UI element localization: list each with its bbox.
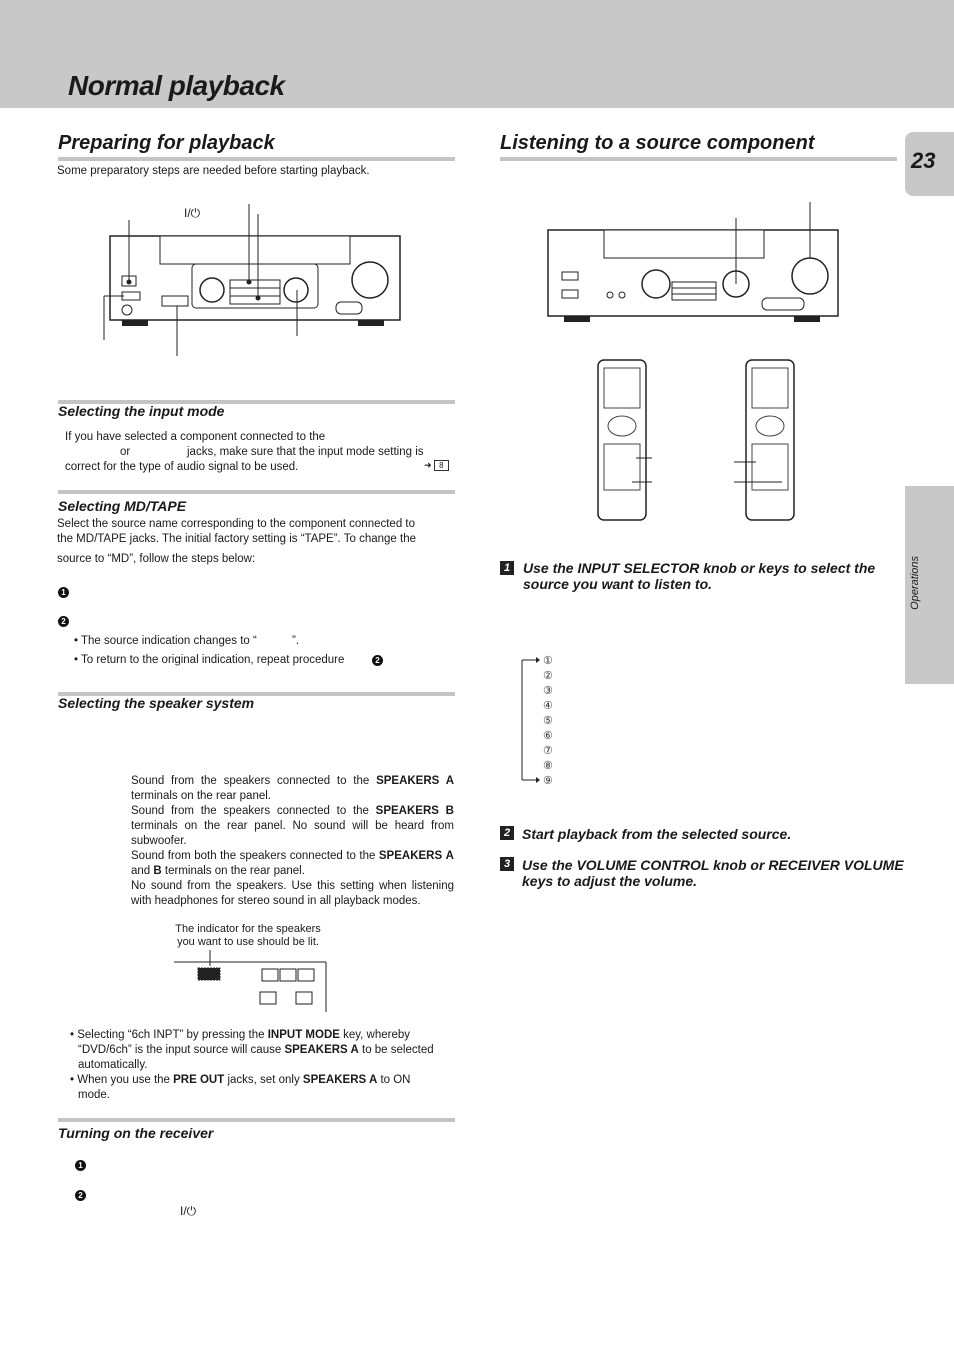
rule-md-tape (58, 490, 455, 494)
right-title-rule (500, 157, 897, 161)
md-tape-step1-marker: 1 (58, 587, 69, 598)
turning-on-step1-marker: 1 (75, 1160, 86, 1171)
source-list-item: ⑨ (543, 775, 553, 787)
step2-marker: 2 (500, 826, 514, 840)
section-label: Operations (909, 556, 921, 610)
source-list-item: ⑤ (543, 715, 553, 727)
input-mode-line3: correct for the type of audio signal to be used. (65, 461, 299, 473)
input-mode-title: Selecting the input mode (58, 403, 225, 419)
reference-page: 8 (434, 460, 448, 471)
left-intro: Some preparatory steps are needed before starting playback. (57, 165, 370, 177)
source-list-item: ④ (543, 700, 553, 712)
source-list-item: ③ (543, 685, 553, 697)
receiver-front-diagram (100, 200, 410, 360)
speaker-indicator-display (172, 948, 328, 1014)
step3-text: Use the VOLUME CONTROL knob or RECEIVER VOLUME keys to adjust the volume. (522, 857, 904, 889)
step1-marker: 1 (500, 561, 514, 575)
speaker-note2: • When you use the PRE OUT jacks, set only SPEAKERS A to ON (70, 1074, 411, 1086)
speaker-desc-b: Sound from the speakers connected to the SPEAKERS B terminals on the rear panel. No sound will be heard from subwoofer. (131, 805, 454, 847)
section-tab (905, 486, 954, 684)
right-section-title: Listening to a source component (500, 132, 815, 154)
diagram-power-label: I/⏻ (184, 206, 201, 220)
md-tape-bullet2: • To return to the original indication, repeat procedure (74, 654, 345, 666)
cycle-bracket (518, 656, 540, 786)
speaker-note1-end: automatically. (78, 1059, 148, 1071)
input-mode-line2a: or (120, 446, 131, 458)
page-title: Normal playback (68, 70, 285, 101)
speaker-desc-a: Sound from the speakers connected to the SPEAKERS A terminals on the rear panel. (131, 775, 454, 802)
page-number-tab (905, 132, 954, 196)
page-number: 23 (911, 148, 936, 173)
turning-on-title: Turning on the receiver (58, 1125, 214, 1141)
md-tape-bullet1a: • The source indication changes to “ (74, 635, 257, 647)
source-cycle-list (543, 654, 553, 789)
source-list-item: ⑥ (543, 730, 553, 742)
step3-marker: 3 (500, 857, 514, 871)
remote-control-left (596, 358, 652, 522)
receiver-front-diagram-right (544, 198, 844, 330)
md-tape-line3: source to “MD”, follow the steps below: (57, 553, 256, 565)
left-section-title: Preparing for playback (58, 132, 275, 154)
md-tape-line2: the MD/TAPE jacks. The initial factory setting is “TAPE”. To change the (57, 533, 416, 545)
speaker-note1: • Selecting “6ch INPT” by pressing the INPUT MODE key, whereby (70, 1029, 411, 1041)
turning-on-step2-marker: 2 (75, 1190, 86, 1201)
indicator-note: The indicator for the speakers you want to use should be lit. (175, 923, 321, 948)
reference-arrow-icon: ➜ (424, 460, 432, 470)
remote-control-right (732, 358, 798, 522)
input-mode-line2b: jacks, make sure that the input mode setting is (187, 446, 424, 458)
source-list-item: ⑧ (543, 760, 553, 772)
left-title-rule (58, 157, 455, 161)
speaker-note1-cont: “DVD/6ch” is the input source will cause SPEAKERS A to be selected (78, 1044, 434, 1056)
page-reference (424, 460, 449, 471)
md-tape-line1: Select the source name corresponding to the component connected to (57, 518, 416, 530)
md-tape-bullet1b: ”. (292, 635, 300, 647)
speaker-desc-ab: Sound from both the speakers connected to the SPEAKERS A and B terminals on the rear panel. (131, 850, 454, 877)
source-list-item: ② (543, 670, 553, 682)
source-list-item: ① (543, 655, 553, 667)
md-tape-title: Selecting MD/TAPE (58, 498, 187, 514)
md-tape-bullet2-ref: 2 (372, 655, 383, 666)
source-list-item: ⑦ (543, 745, 553, 757)
input-mode-line1: If you have selected a component connected to the (65, 431, 326, 443)
speaker-note2-end: mode. (78, 1089, 110, 1101)
speaker-desc-off: No sound from the speakers. Use this setting when listening with headphones for stereo sound in all playback modes. (131, 880, 454, 907)
speaker-title: Selecting the speaker system (58, 695, 255, 711)
rule-turning-on (58, 1118, 455, 1122)
step1-text: Use the INPUT SELECTOR knob or keys to select the source you want to listen to. (523, 560, 876, 592)
turning-on-power-label: I/⏻ (180, 1204, 197, 1218)
md-tape-step2-marker: 2 (58, 616, 69, 627)
step2-text: Start playback from the selected source. (522, 826, 792, 842)
